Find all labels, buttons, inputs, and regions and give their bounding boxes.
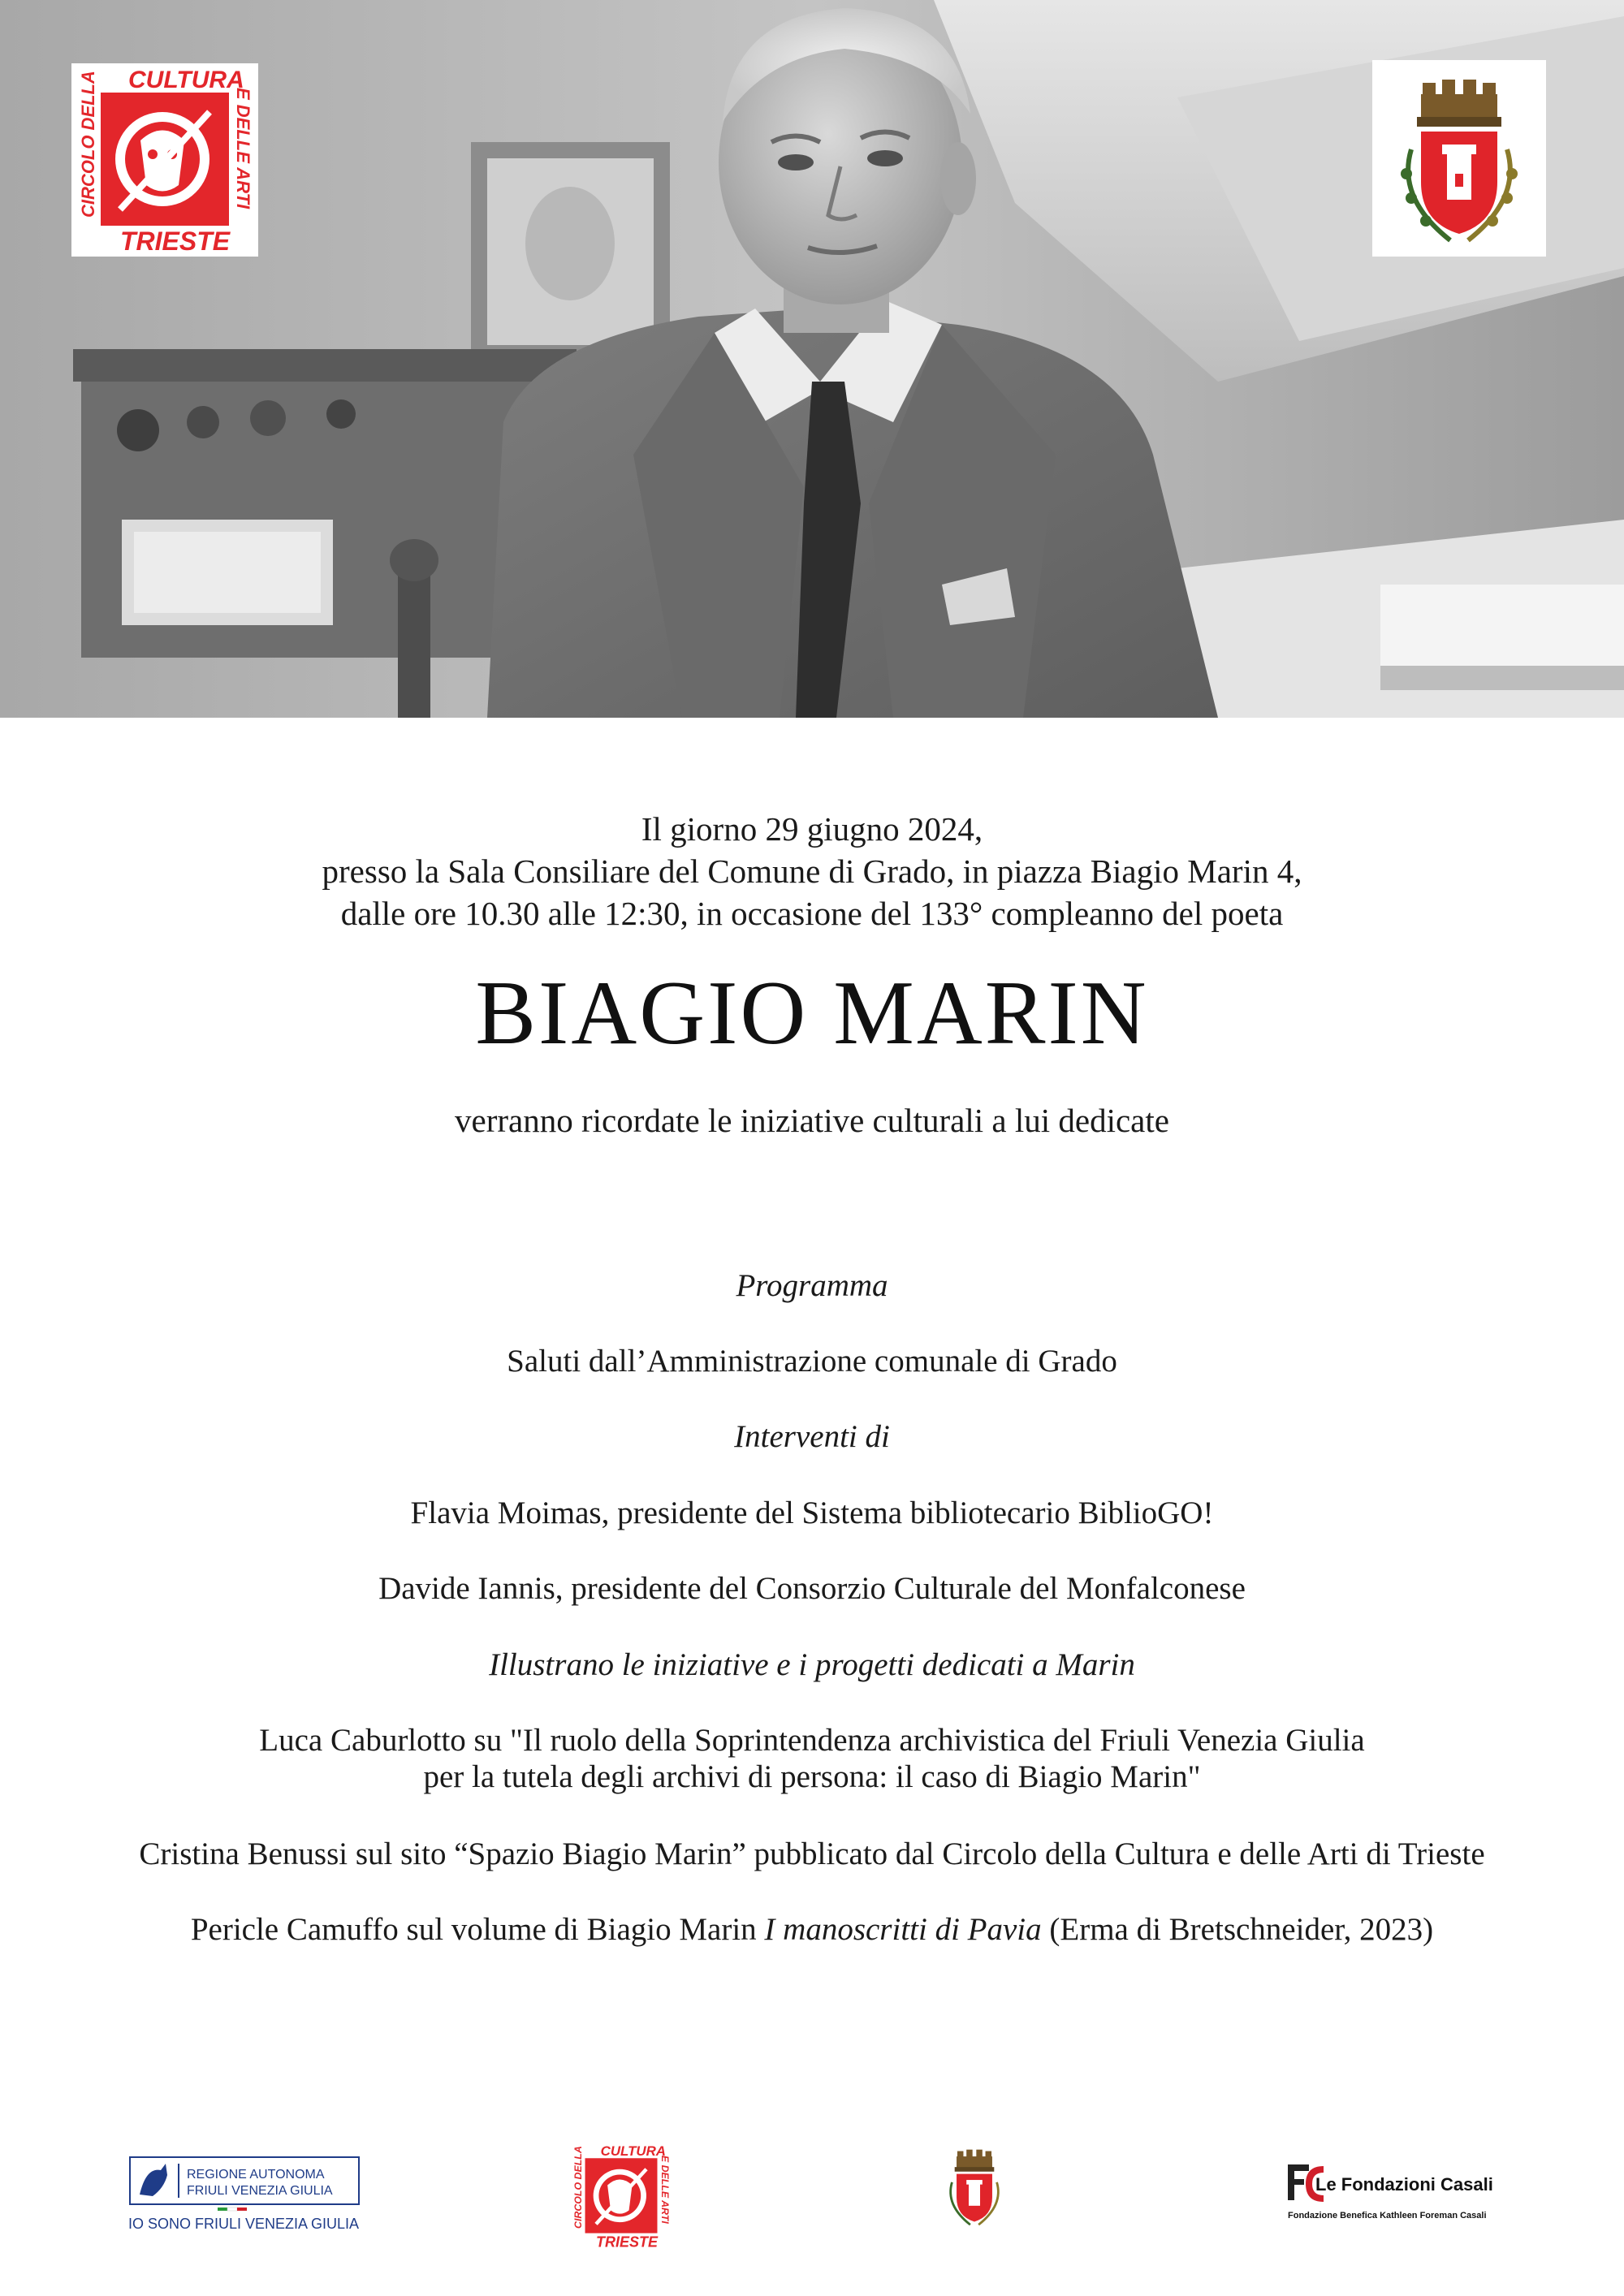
intro-time-line: dalle ore 10.30 alle 12:30, in occasione del 133° compleanno del poeta xyxy=(340,895,1284,932)
circolo-emblem-icon xyxy=(71,63,258,257)
speaker-iannis: Davide Iannis, presidente del Consorzio Culturale del Monfalconese xyxy=(378,1571,1246,1606)
circolo-logo xyxy=(71,63,258,257)
fondazioni-casali-emblem-icon xyxy=(1288,2161,1515,2226)
regione-line1: REGIONE AUTONOMA xyxy=(187,2168,325,2182)
regione-fvg-emblem-icon xyxy=(128,2156,364,2233)
programme-heading: Programma xyxy=(736,1268,888,1303)
circolo-logo-right-text: E DELLE ARTI xyxy=(233,88,253,209)
interventi-heading: Interventi di xyxy=(734,1419,890,1454)
casali-subtitle: Fondazione Benefica Kathleen Foreman Casali xyxy=(1288,2211,1487,2220)
talk-camuffo xyxy=(0,1910,1624,1949)
circolo-footer-right-text: E DELLE ARTI xyxy=(659,2155,672,2224)
talk-camuffo-intro: Pericle Camuffo sul volume di Biagio Marin xyxy=(190,1912,765,1947)
programme-greeting: Saluti dall’Amministrazione comunale di Grado xyxy=(507,1344,1117,1379)
talk-benussi: Cristina Benussi sul sito “Spazio Biagio Marin” pubblicato dal Circolo della Cultura e delle Arti di Trieste xyxy=(139,1836,1485,1871)
regione-fvg-logo xyxy=(128,2156,364,2233)
regione-tagline: IO SONO FRIULI VENEZIA GIULIA xyxy=(128,2216,360,2232)
grado-coat-of-arms-icon xyxy=(1372,60,1546,257)
illustrano-heading: Illustrano le iniziative e i progetti dedicati a Marin xyxy=(489,1647,1135,1682)
intro-block xyxy=(0,808,1624,934)
talk-camuffo-book-title: I manoscritti di Pavia xyxy=(764,1912,1042,1947)
intro-venue-line: presso la Sala Consiliare del Comune di Grado, in piazza Biagio Marin 4, xyxy=(322,852,1302,890)
speaker-moimas: Flavia Moimas, presidente del Sistema bibliotecario BiblioGO! xyxy=(410,1495,1214,1530)
intro-date-line: Il giorno 29 giugno 2024, xyxy=(641,810,983,848)
grado-footer-logo xyxy=(934,2138,1015,2234)
page-title: BIAGIO MARIN xyxy=(475,963,1149,1064)
subtitle: verranno ricordate le iniziative culturali a lui dedicate xyxy=(455,1102,1169,1139)
talk-caburlotto-line2: per la tutela degli archivi di persona: il caso di Biagio Marin" xyxy=(423,1759,1201,1794)
circolo-emblem-icon xyxy=(568,2142,674,2251)
circolo-footer-top-text: CULTURA xyxy=(600,2143,666,2159)
grado-coat-of-arms-icon xyxy=(934,2138,1015,2234)
circolo-logo-bottom-text: TRIESTE xyxy=(120,227,231,256)
circolo-footer-left-text: CIRCOLO DELLA xyxy=(572,2146,585,2229)
grado-coat-of-arms xyxy=(1372,60,1546,257)
circolo-footer-logo xyxy=(568,2142,674,2251)
talk-caburlotto-line1: Luca Caburlotto su "Il ruolo della Soprintendenza archivistica del Friuli Venezia Giulia xyxy=(259,1723,1365,1758)
talk-camuffo-publisher: (Erma di Bretschneider, 2023) xyxy=(1041,1912,1434,1947)
circolo-logo-left-text: CIRCOLO DELLA xyxy=(78,71,98,218)
fondazioni-casali-logo xyxy=(1288,2161,1515,2226)
circolo-footer-bottom-text: TRIESTE xyxy=(596,2233,659,2251)
circolo-logo-top-text: CULTURA xyxy=(128,67,244,93)
hero-photo xyxy=(0,0,1624,718)
regione-line2: FRIULI VENEZIA GIULIA xyxy=(187,2184,333,2198)
casali-name: Le Fondazioni Casali xyxy=(1315,2174,1493,2195)
